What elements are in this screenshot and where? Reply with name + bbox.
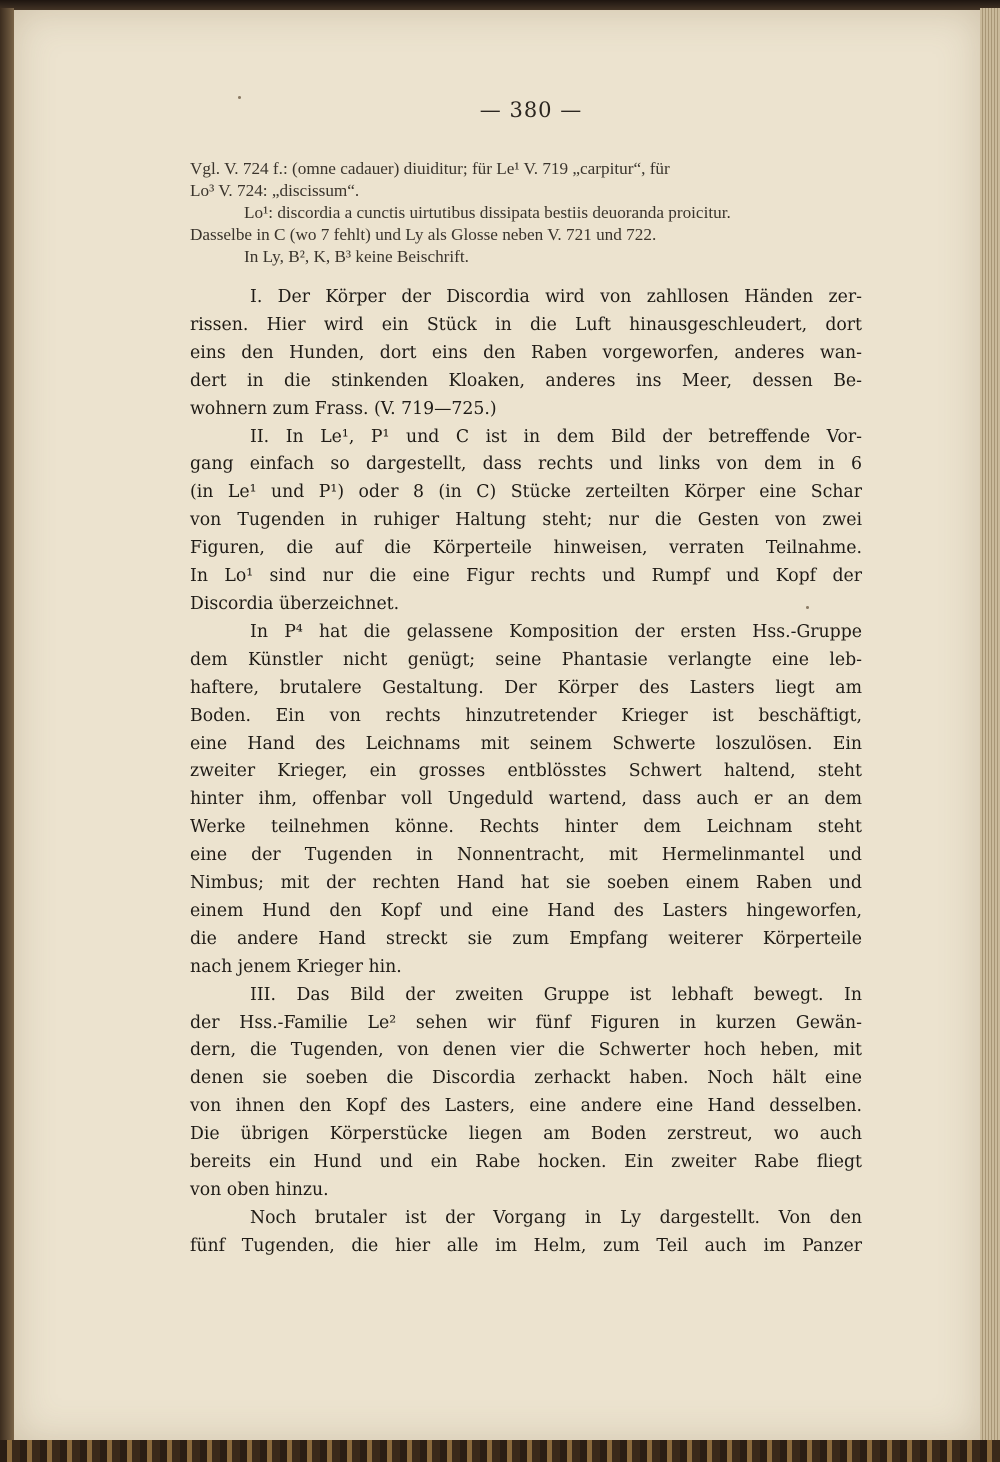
text-line: einem Hund den Kopf und eine Hand des Lasters hingeworfen, bbox=[190, 900, 862, 921]
text-line: III. Das Bild der zweiten Gruppe ist lebhaft bewegt. In bbox=[250, 984, 862, 1005]
text-line: haftere, brutalere Gestaltung. Der Körper des Lasters liegt am bbox=[190, 677, 862, 698]
paragraph bbox=[190, 1205, 862, 1261]
text-line: wohnern zum Frass. (V. 719—725.) bbox=[190, 398, 497, 419]
text-line: bereits ein Hund und ein Rabe hocken. Ein zweiter Rabe fliegt bbox=[190, 1152, 862, 1173]
text-line: die andere Hand streckt sie zum Empfang weiterer Körperteile bbox=[190, 928, 862, 949]
text-line: dern, die Tugenden, von denen vier die Schwerter hoch heben, mit bbox=[190, 1040, 862, 1061]
text-line: denen sie soeben die Discordia zerhackt haben. Noch hält eine bbox=[190, 1068, 862, 1089]
text-line: fünf Tugenden, die hier alle im Helm, zum Teil auch im Panzer bbox=[190, 1235, 862, 1256]
text-line: von ihnen den Kopf des Lasters, eine andere eine Hand desselben. bbox=[190, 1096, 862, 1117]
text-line: eine Hand des Leichnams mit seinem Schwerte loszulösen. Ein bbox=[190, 733, 862, 754]
page-number: — 380 — bbox=[479, 98, 583, 122]
footnote-block bbox=[190, 158, 862, 268]
text-line: In Lo¹ sind nur die eine Figur rechts und Rumpf und Kopf der bbox=[190, 566, 862, 587]
paper-speck bbox=[238, 96, 241, 99]
text-line: (in Le¹ und P¹) oder 8 (in C) Stücke zerteilten Körper eine Schar bbox=[190, 482, 862, 503]
note-line: Lo¹: discordia a cunctis uirtutibus dissipata bestiis deuoranda proicitur. bbox=[244, 203, 731, 222]
text-line: eins den Hunden, dort eins den Raben vorgeworfen, anderes wan- bbox=[190, 342, 862, 363]
text-line: von oben hinzu. bbox=[190, 1180, 329, 1200]
note-line: Dasselbe in C (wo 7 fehlt) und Ly als Glosse neben V. 721 und 722. bbox=[190, 225, 657, 244]
text-line: Figuren, die auf die Körperteile hinweisen, verraten Teilnahme. bbox=[190, 538, 862, 559]
book-page-edges bbox=[980, 8, 1000, 1448]
note-line: Vgl. V. 724 f.: (omne cadauer) diuiditur; für Le¹ V. 719 „carpitur“, für bbox=[190, 159, 670, 178]
text-line: Noch brutaler ist der Vorgang in Ly dargestellt. Von den bbox=[250, 1207, 862, 1228]
text-line: eine der Tugenden in Nonnentracht, mit Hermelinmantel und bbox=[190, 845, 862, 866]
paragraph bbox=[190, 284, 862, 424]
text-line: I. Der Körper der Discordia wird von zahllosen Händen zer- bbox=[250, 287, 862, 307]
text-line: In P⁴ hat die gelassene Komposition der ersten Hss.-Gruppe bbox=[250, 621, 862, 642]
text-line: gang einfach so dargestellt, dass rechts und links von dem in 6 bbox=[190, 454, 862, 475]
paragraph bbox=[190, 619, 862, 982]
main-text bbox=[190, 284, 862, 1261]
text-line: Nimbus; mit der rechten Hand hat sie soeben einem Raben und bbox=[190, 873, 862, 894]
note-line: Lo³ V. 724: „discissum“. bbox=[190, 181, 360, 200]
text-line: dert in die stinkenden Kloaken, anderes ins Meer, dessen Be- bbox=[190, 370, 862, 391]
text-line: II. In Le¹, P¹ und C ist in dem Bild der betreffende Vor- bbox=[250, 426, 862, 447]
note-line: In Ly, B², K, B³ keine Beischrift. bbox=[244, 247, 469, 266]
text-line: dem Künstler nicht genügt; seine Phantasie verlangte eine leb- bbox=[190, 649, 862, 670]
text-line: Boden. Ein von rechts hinzutretender Krieger ist beschäftigt, bbox=[190, 705, 862, 726]
text-line: rissen. Hier wird ein Stück in die Luft hinausgeschleudert, dort bbox=[190, 314, 862, 335]
book-binding-edge bbox=[0, 8, 14, 1448]
text-line: Discordia überzeichnet. bbox=[190, 593, 400, 614]
paragraph bbox=[190, 982, 862, 1205]
text-line: von Tugenden in ruhiger Haltung steht; nur die Gesten von zwei bbox=[190, 510, 862, 531]
text-line: Werke teilnehmen könne. Rechts hinter dem Leichnam steht bbox=[190, 817, 862, 838]
text-line: hinter ihm, offenbar voll Ungeduld wartend, dass auch er an dem bbox=[190, 789, 862, 810]
text-line: nach jenem Krieger hin. bbox=[190, 956, 402, 977]
paragraph bbox=[190, 424, 862, 619]
text-line: zweiter Krieger, ein grosses entblösstes Schwert haltend, steht bbox=[190, 761, 862, 782]
text-line: der Hss.-Familie Le² sehen wir fünf Figuren in kurzen Gewän- bbox=[190, 1012, 862, 1033]
book-bottom-edge bbox=[0, 1440, 1000, 1462]
text-line: Die übrigen Körperstücke liegen am Boden zerstreut, wo auch bbox=[190, 1124, 862, 1145]
paper-speck bbox=[806, 606, 809, 609]
